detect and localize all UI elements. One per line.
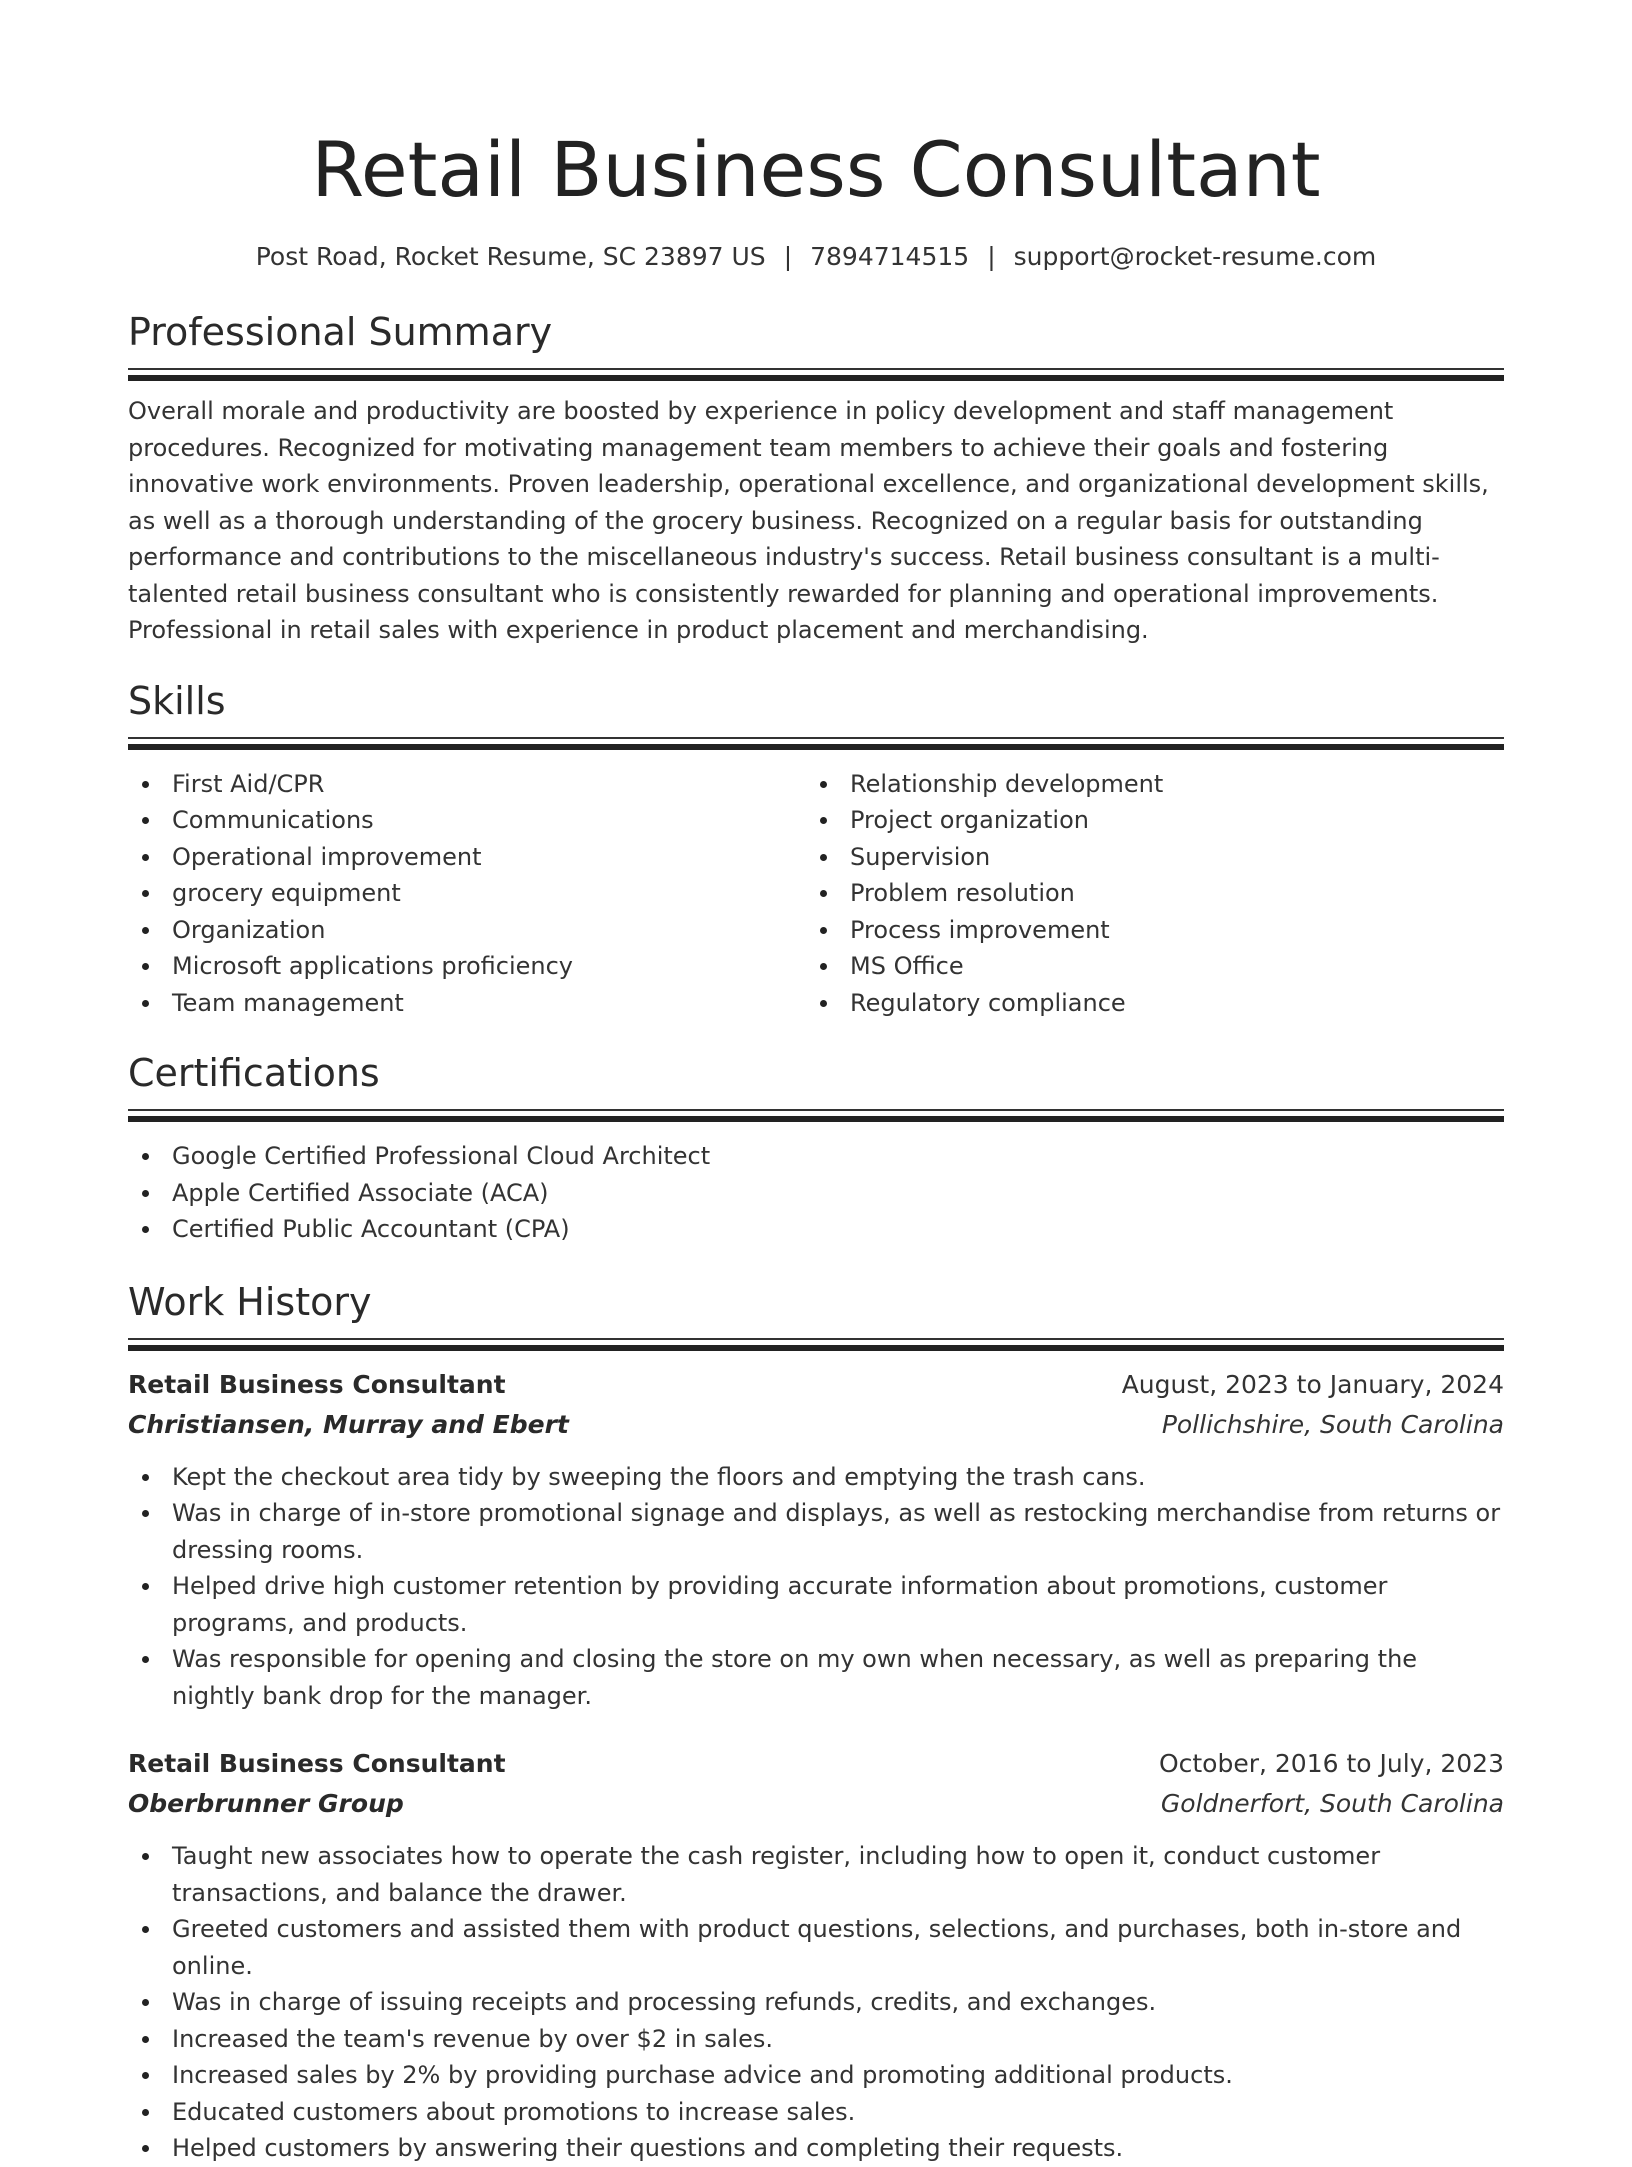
work-history-section: [128, 1278, 1504, 2167]
job-bullet: Taught new associates how to operate the cash register, including how to open it, conduct customer transactions, and balance the drawer.: [128, 1838, 1504, 1911]
skill-item: First Aid/CPR: [128, 766, 806, 803]
job-bullet: Increased the team's revenue by over $2 in sales.: [128, 2021, 1504, 2058]
section-divider: [128, 1338, 1504, 1340]
section-title-skills: Skills: [128, 678, 226, 723]
skill-item: Process improvement: [806, 912, 1484, 949]
skill-item: Problem resolution: [806, 875, 1484, 912]
job-subheader: [128, 1405, 1504, 1445]
skill-item: Communications: [128, 802, 806, 839]
skill-item: Project organization: [806, 802, 1484, 839]
contact-address: Post Road, Rocket Resume, SC 23897 US: [255, 242, 766, 271]
skill-item: Microsoft applications proficiency: [128, 948, 806, 985]
certifications-list: [128, 1138, 1504, 1248]
section-title-work-history: Work History: [128, 1279, 372, 1324]
section-divider-thick: [128, 744, 1504, 750]
job-company: Christiansen, Murray and Ebert: [128, 1409, 569, 1439]
skill-item: Operational improvement: [128, 839, 806, 876]
job-subheader: [128, 1784, 1504, 1824]
job-dates: August, 2023 to January, 2024: [1121, 1369, 1504, 1399]
certifications-section: [128, 1049, 1504, 1248]
job-bullet: Educated customers about promotions to increase sales.: [128, 2094, 1504, 2131]
certification-item: Apple Certified Associate (ACA): [128, 1175, 1504, 1212]
skill-item: Regulatory compliance: [806, 985, 1484, 1022]
job-company: Oberbrunner Group: [128, 1789, 404, 1818]
contact-separator: |: [987, 242, 996, 271]
contact-line: [128, 240, 1504, 274]
contact-phone: 7894714515: [810, 242, 970, 271]
job-bullet-list: [128, 1838, 1504, 2167]
job-title: Retail Business Consultant: [128, 1369, 506, 1399]
summary-text: Overall morale and productivity are boosted by experience in policy development and staff management procedures. Recognized for motivating management team members to achieve their goals and fostering innovative work environments. Proven leadership, operational excellence, and organizational development skills, as well as a thorough understanding of the grocery business. Recognized on a regular basis for outstanding performance and contributions to the miscellaneous industry's success. Retail business consultant is a multi-talented retail business consultant who is consistently rewarded for planning and operational improvements. Professional in retail sales with experience in product placement and merchandising.: [128, 397, 1489, 644]
skills-section: [128, 677, 1504, 1022]
job-bullet: Was in charge of in-store promotional signage and displays, as well as restocking merchandise from returns or dressing rooms.: [128, 1495, 1504, 1568]
section-divider: [128, 1109, 1504, 1111]
skills-list-right: [806, 766, 1484, 1022]
skills-columns: [128, 766, 1504, 1022]
job-header: [128, 1744, 1504, 1784]
resume-page: [128, 0, 1504, 2167]
resume-name: Retail Business Consultant: [311, 125, 1321, 214]
job-bullet: Helped customers by answering their questions and completing their requests.: [128, 2130, 1504, 2167]
job-bullet: Kept the checkout area tidy by sweeping the floors and emptying the trash cans.: [128, 1459, 1504, 1496]
job-title: Retail Business Consultant: [128, 1749, 506, 1778]
job-dates: October, 2016 to July, 2023: [1158, 1749, 1504, 1778]
job-entry: [128, 1744, 1504, 2167]
summary-section: [128, 308, 1504, 649]
section-divider: [128, 368, 1504, 370]
section-divider-thick: [128, 375, 1504, 381]
section-title-summary: Professional Summary: [128, 310, 553, 354]
section-divider-thick: [128, 1345, 1504, 1351]
job-bullet-list: [128, 1459, 1504, 1715]
skill-item: Organization: [128, 912, 806, 949]
job-location: Goldnerfort, South Carolina: [1160, 1789, 1504, 1818]
skill-item: MS Office: [806, 948, 1484, 985]
skill-item: Relationship development: [806, 766, 1484, 803]
skill-item: Supervision: [806, 839, 1484, 876]
job-location: Pollichshire, South Carolina: [1161, 1409, 1504, 1439]
section-divider: [128, 737, 1504, 739]
job-bullet: Was in charge of issuing receipts and processing refunds, credits, and exchanges.: [128, 1984, 1504, 2021]
contact-separator: |: [783, 242, 793, 271]
job-bullet: Greeted customers and assisted them with product questions, selections, and purchases, both in-store and online.: [128, 1911, 1504, 1984]
job-header: [128, 1365, 1504, 1405]
job-bullet: Was responsible for opening and closing the store on my own when necessary, as well as preparing the nightly bank drop for the manager.: [128, 1641, 1504, 1714]
skill-item: Team management: [128, 985, 806, 1022]
section-title-certifications: Certifications: [128, 1051, 380, 1095]
contact-email: support@rocket-resume.com: [1013, 242, 1377, 271]
certification-item: Google Certified Professional Cloud Architect: [128, 1138, 1504, 1175]
job-entry: [128, 1365, 1504, 1715]
skills-list-left: [128, 766, 806, 1022]
job-bullet: Increased sales by 2% by providing purchase advice and promoting additional products.: [128, 2057, 1504, 2094]
section-divider-thick: [128, 1116, 1504, 1122]
job-bullet: Helped drive high customer retention by providing accurate information about promotions, customer programs, and products.: [128, 1568, 1504, 1641]
skill-item: grocery equipment: [128, 875, 806, 912]
certification-item: Certified Public Accountant (CPA): [128, 1211, 1504, 1248]
